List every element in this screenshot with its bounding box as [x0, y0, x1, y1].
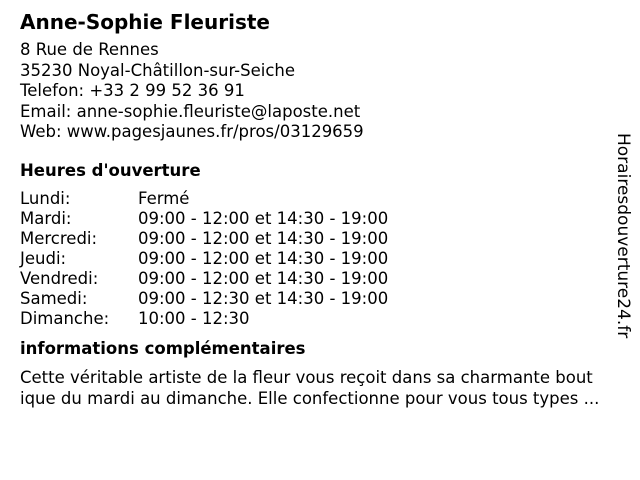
day-hours: 09:00 - 12:30 et 14:30 - 19:00	[138, 288, 389, 308]
website-url: Web: www.pagesjaunes.fr/pros/03129659	[20, 122, 364, 141]
site-watermark: Horairesdouverture24.fr	[613, 133, 633, 339]
day-label: Mercredi:	[20, 228, 98, 248]
phone-number: Telefon: +33 2 99 52 36 91	[20, 81, 245, 100]
day-hours: 09:00 - 12:00 et 14:30 - 19:00	[138, 248, 389, 268]
business-card	[20, 10, 620, 409]
opening-hours-table	[20, 189, 388, 329]
hours-row-jeudi	[20, 249, 388, 269]
day-label: Mardi:	[20, 208, 72, 228]
day-hours: 09:00 - 12:00 et 14:30 - 19:00	[138, 228, 389, 248]
day-label: Dimanche:	[20, 308, 110, 328]
email-address: Email: anne-sophie.fleuriste@laposte.net	[20, 101, 361, 121]
day-hours: 09:00 - 12:00 et 14:30 - 19:00	[138, 268, 389, 288]
day-label: Samedi:	[20, 288, 88, 308]
day-hours: Fermé	[138, 188, 190, 208]
contact-block	[20, 40, 620, 143]
hours-row-vendredi	[20, 269, 388, 289]
opening-hours-heading: Heures d'ouverture	[20, 160, 201, 180]
day-label: Lundi:	[20, 188, 71, 208]
address-city: 35230 Noyal-Châtillon-sur-Seiche	[20, 60, 296, 80]
info-text-line: Cette véritable artiste de la fleur vous reçoit dans sa charmante bout	[20, 367, 593, 387]
day-label: Jeudi:	[20, 248, 67, 268]
hours-row-mardi	[20, 209, 388, 229]
day-hours: 09:00 - 12:00 et 14:30 - 19:00	[138, 208, 389, 228]
info-text-line: ique du mardi au dimanche. Elle confectionne pour vous tous types ...	[20, 388, 600, 408]
hours-row-mercredi	[20, 229, 388, 249]
business-name: Anne-Sophie Fleuriste	[20, 10, 270, 34]
hours-row-dimanche	[20, 309, 388, 329]
day-hours: 10:00 - 12:30	[138, 308, 250, 328]
address-street: 8 Rue de Rennes	[20, 40, 159, 59]
additional-info-text	[20, 367, 630, 409]
additional-info-heading: informations complémentaires	[20, 338, 306, 358]
hours-row-lundi	[20, 189, 388, 209]
hours-row-samedi	[20, 289, 388, 309]
day-label: Vendredi:	[20, 268, 99, 288]
